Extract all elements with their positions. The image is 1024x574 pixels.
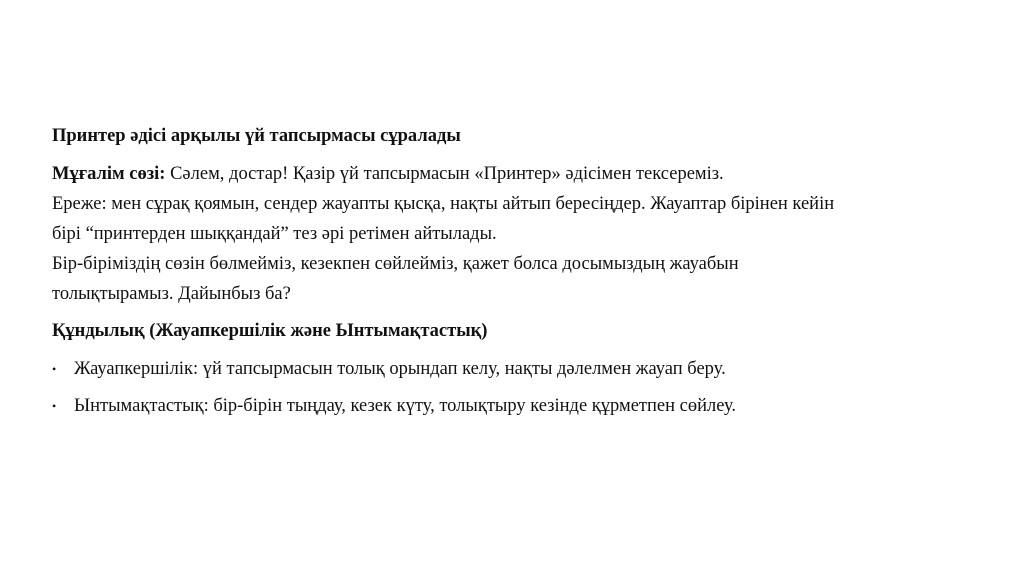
bullet-icon: • bbox=[52, 362, 57, 376]
teacher-text: Сәлем, достар! Қазір үй тапсырмасын «Принтер» әдісімен тексереміз. bbox=[165, 164, 724, 184]
bullet-text-cooperation: Ынтымақтастық: бір-бірін тыңдау, кезек күту, толықтыру кезінде құрметпен сөйлеу. bbox=[74, 396, 736, 416]
bullet-text-responsibility: Жауапкершілік: үй тапсырмасын толық орындап келу, нақты дәлелмен жауап беру. bbox=[74, 359, 726, 379]
bullet-icon: • bbox=[52, 399, 57, 413]
list-item bbox=[52, 354, 982, 384]
values-heading: Құндылық (Жауапкершілік және Ынтымақтастық) bbox=[52, 321, 488, 341]
rule-line-1: Ереже: мен сұрақ қоямын, сендер жауапты қысқа, нақты айтып бересіңдер. Жауаптар бірінен кейін bbox=[52, 194, 835, 214]
rule-line-3: Бір-біріміздің сөзін бөлмейміз, кезекпен сөйлейміз, қажет болса досымыздың жауабын bbox=[52, 254, 739, 274]
rule-line-4: толықтырамыз. Дайынбыз ба? bbox=[52, 284, 291, 304]
teacher-label: Мұғалім сөзі: bbox=[52, 164, 166, 184]
values-list bbox=[52, 354, 982, 421]
slide-content bbox=[52, 121, 982, 428]
rule-line-2: бірі “принтерден шыққандай” тез әрі ретімен айтылады. bbox=[52, 224, 497, 244]
slide-title: Принтер әдісі арқылы үй тапсырмасы сұралады bbox=[52, 126, 461, 146]
teacher-line bbox=[52, 159, 982, 189]
list-item bbox=[52, 391, 982, 421]
teacher-speech bbox=[52, 159, 982, 309]
